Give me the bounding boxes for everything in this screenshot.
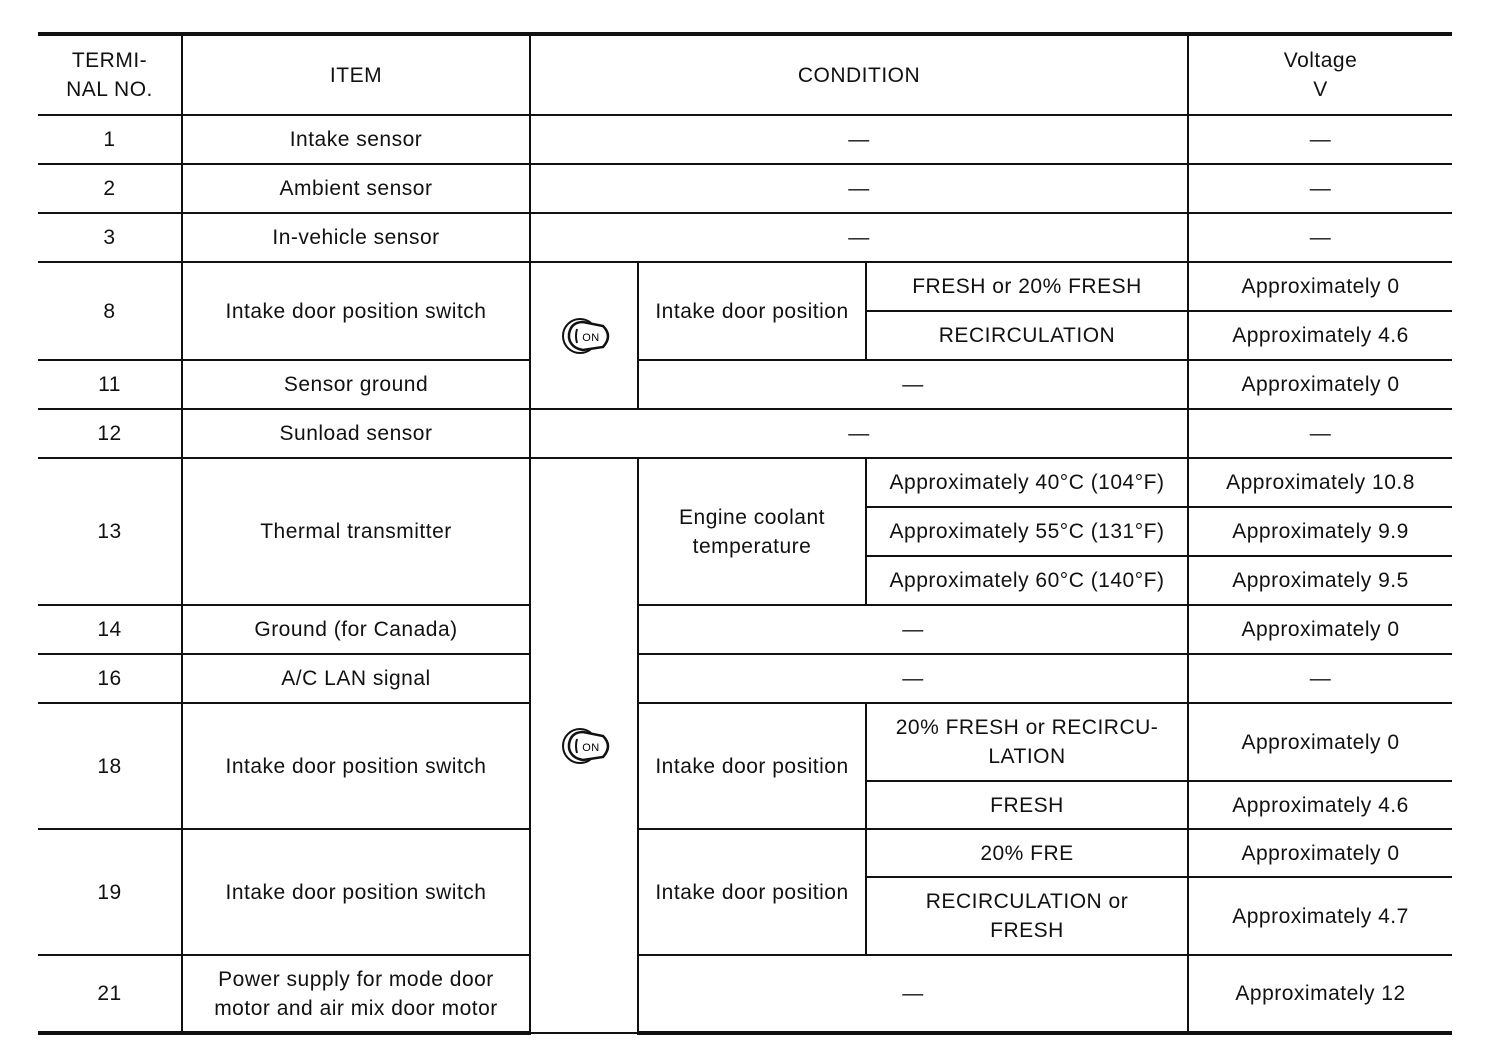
table-row — [38, 262, 1452, 311]
condition: Intake door position — [638, 703, 866, 829]
condition: — — [530, 115, 1188, 164]
terminal-no: 2 — [38, 164, 182, 213]
header-item: ITEM — [182, 34, 530, 115]
terminal-no: 1 — [38, 115, 182, 164]
ignition-key-on-icon — [549, 301, 619, 371]
voltage: Approximately 10.8 — [1188, 458, 1452, 507]
condition: — — [638, 654, 1188, 703]
condition: — — [530, 213, 1188, 262]
item: Ambient sensor — [182, 164, 530, 213]
table-row — [38, 605, 1452, 654]
voltage: Approximately 4.7 — [1188, 877, 1452, 955]
condition-state: RECIRCULATION or FRESH — [866, 877, 1188, 955]
table-row — [38, 164, 1452, 213]
item: Intake sensor — [182, 115, 530, 164]
terminal-no: 14 — [38, 605, 182, 654]
condition: Intake door position — [638, 829, 866, 955]
voltage: — — [1188, 164, 1452, 213]
header-condition: CONDITION — [530, 34, 1188, 115]
table-row — [38, 458, 1452, 507]
terminal-no: 11 — [38, 360, 182, 409]
header-voltage: Voltage V — [1188, 34, 1452, 115]
item: Intake door position switch — [182, 262, 530, 360]
item: Sensor ground — [182, 360, 530, 409]
item: Ground (for Canada) — [182, 605, 530, 654]
condition: — — [638, 605, 1188, 654]
item: Thermal transmitter — [182, 458, 530, 605]
condition-state: RECIRCULATION — [866, 311, 1188, 360]
table-row — [38, 829, 1452, 877]
terminal-no: 13 — [38, 458, 182, 605]
condition: Intake door position — [638, 262, 866, 360]
condition-state: FRESH or 20% FRESH — [866, 262, 1188, 311]
table-row — [38, 409, 1452, 458]
condition-state: 20% FRESH or RECIRCU- LATION — [866, 703, 1188, 781]
condition-state: Approximately 55°C (131°F) — [866, 507, 1188, 556]
condition-state: FRESH — [866, 781, 1188, 829]
condition: — — [530, 409, 1188, 458]
table-row — [38, 360, 1452, 409]
terminal-no: 18 — [38, 703, 182, 829]
condition: — — [530, 164, 1188, 213]
condition: — — [638, 955, 1188, 1033]
table-row — [38, 955, 1452, 1033]
voltage: — — [1188, 409, 1452, 458]
voltage: Approximately 4.6 — [1188, 311, 1452, 360]
terminal-voltage-table — [38, 32, 1452, 1035]
svg-text:ON: ON — [582, 331, 600, 344]
voltage: — — [1188, 115, 1452, 164]
item: Power supply for mode door motor and air mix door motor — [182, 955, 530, 1033]
condition-state: 20% FRE — [866, 829, 1188, 877]
condition: Engine coolant temperature — [638, 458, 866, 605]
terminal-no: 12 — [38, 409, 182, 458]
voltage: Approximately 0 — [1188, 360, 1452, 409]
condition-state: Approximately 60°C (140°F) — [866, 556, 1188, 605]
voltage: Approximately 0 — [1188, 703, 1452, 781]
ignition-key-on-icon — [549, 711, 619, 781]
item: A/C LAN signal — [182, 654, 530, 703]
ignition-key-cell — [530, 262, 638, 409]
voltage: Approximately 9.5 — [1188, 556, 1452, 605]
voltage: Approximately 4.6 — [1188, 781, 1452, 829]
voltage: Approximately 9.9 — [1188, 507, 1452, 556]
item: Intake door position switch — [182, 829, 530, 955]
terminal-no: 16 — [38, 654, 182, 703]
item: Sunload sensor — [182, 409, 530, 458]
terminal-no: 21 — [38, 955, 182, 1033]
voltage: Approximately 0 — [1188, 605, 1452, 654]
header-terminal-no: TERMI- NAL NO. — [38, 34, 182, 115]
condition-state: Approximately 40°C (104°F) — [866, 458, 1188, 507]
table-row — [38, 115, 1452, 164]
item: In-vehicle sensor — [182, 213, 530, 262]
table-row — [38, 703, 1452, 781]
terminal-no: 3 — [38, 213, 182, 262]
voltage: — — [1188, 654, 1452, 703]
terminal-no: 19 — [38, 829, 182, 955]
voltage: Approximately 0 — [1188, 829, 1452, 877]
voltage: Approximately 12 — [1188, 955, 1452, 1033]
condition: — — [638, 360, 1188, 409]
table-row — [38, 654, 1452, 703]
item: Intake door position switch — [182, 703, 530, 829]
ignition-key-cell — [530, 458, 638, 1033]
header-row — [38, 34, 1452, 115]
svg-text:ON: ON — [582, 741, 600, 754]
voltage: — — [1188, 213, 1452, 262]
terminal-no: 8 — [38, 262, 182, 360]
voltage: Approximately 0 — [1188, 262, 1452, 311]
table-row — [38, 213, 1452, 262]
